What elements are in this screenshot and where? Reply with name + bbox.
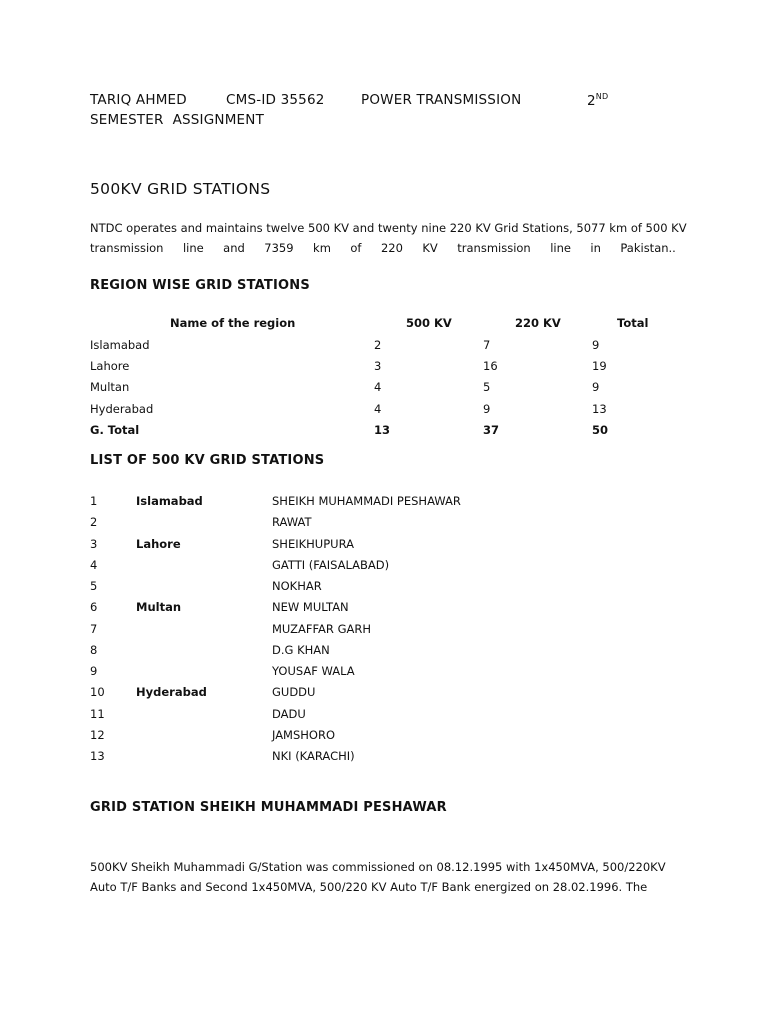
table-header-region: Name of the region: [170, 316, 296, 330]
list-item-station: JAMSHORO: [272, 728, 336, 742]
table-cell-500kv: 2: [374, 338, 382, 352]
table-total-220kv: 37: [483, 423, 500, 437]
paragraph-word: km: [313, 241, 331, 255]
table-cell-500kv: 4: [374, 402, 382, 416]
table-cell-500kv: 4: [374, 380, 382, 394]
intro-paragraph-line1: NTDC operates and maintains twelve 500 KV and twenty nine 220 KV Grid Stations, 5077 km of 500 KV: [90, 221, 687, 235]
list-item-station: SHEIKHUPURA: [272, 537, 354, 551]
list-item-number: 1: [90, 494, 98, 508]
list-item-station: GUDDU: [272, 685, 316, 699]
table-cell-total: 9: [592, 380, 600, 394]
list-item-station: GATTI (FAISALABAD): [272, 558, 390, 572]
paragraph-word: 220: [380, 241, 403, 255]
list-item-number: 12: [90, 728, 105, 742]
paragraph-word: of: [350, 241, 362, 255]
list-item-number: 9: [90, 664, 98, 678]
list-item-station: DADU: [272, 707, 306, 721]
table-cell-220kv: 5: [483, 380, 491, 394]
table-cell-total: 9: [592, 338, 600, 352]
author-name: TARIQ AHMED: [90, 92, 187, 108]
paragraph-word: Pakistan..: [620, 241, 676, 255]
list-item-region: Multan: [136, 600, 182, 614]
list-item-number: 10: [90, 685, 105, 699]
paragraph-word: transmission: [457, 241, 531, 255]
section-title-500kv: 500KV GRID STATIONS: [90, 180, 271, 198]
list-item-number: 3: [90, 537, 98, 551]
table-cell-region: Multan: [90, 380, 130, 394]
table-total-500kv: 13: [374, 423, 391, 437]
table-cell-220kv: 7: [483, 338, 491, 352]
paragraph-word: 7359: [264, 241, 294, 255]
section-title-peshawar: GRID STATION SHEIKH MUHAMMADI PESHAWAR: [90, 800, 447, 815]
list-item-station: NEW MULTAN: [272, 600, 349, 614]
list-item-number: 6: [90, 600, 98, 614]
intro-paragraph-line2: [90, 238, 676, 258]
list-item-station: MUZAFFAR GARH: [272, 622, 371, 636]
paragraph-word: transmission: [90, 241, 164, 255]
table-cell-region: Islamabad: [90, 338, 150, 352]
table-cell-region: Hyderabad: [90, 402, 154, 416]
list-item-number: 11: [90, 707, 105, 721]
list-item-station: NKI (KARACHI): [272, 749, 355, 763]
table-cell-total: 19: [592, 359, 607, 373]
assignment-label: SEMESTER ASSIGNMENT: [90, 112, 265, 128]
cms-id: CMS-ID 35562: [226, 92, 325, 108]
list-item-region: Hyderabad: [136, 685, 207, 699]
paragraph-word: and: [223, 241, 245, 255]
paragraph-word: line: [550, 241, 571, 255]
table-header-220kv: 220 KV: [515, 316, 561, 330]
list-item-station: D.G KHAN: [272, 643, 330, 657]
list-item-number: 7: [90, 622, 98, 636]
list-item-number: 2: [90, 515, 98, 529]
list-item-number: 8: [90, 643, 98, 657]
peshawar-paragraph-line2: Auto T/F Banks and Second 1x450MVA, 500/220 KV Auto T/F Bank energized on 28.02.1996. The: [90, 880, 648, 894]
semester-number: 2ND: [587, 92, 609, 109]
table-cell-220kv: 9: [483, 402, 491, 416]
list-item-station: YOUSAF WALA: [272, 664, 355, 678]
paragraph-word: in: [590, 241, 601, 255]
list-item-station: RAWAT: [272, 515, 312, 529]
table-cell-total: 13: [592, 402, 607, 416]
list-item-number: 4: [90, 558, 98, 572]
list-item-number: 13: [90, 749, 105, 763]
region-table-title: REGION WISE GRID STATIONS: [90, 278, 310, 293]
table-total-region: G. Total: [90, 423, 140, 437]
paragraph-word: KV: [422, 241, 438, 255]
list-item-station: NOKHAR: [272, 579, 322, 593]
course-name: POWER TRANSMISSION: [361, 92, 522, 108]
station-list-title: LIST OF 500 KV GRID STATIONS: [90, 453, 325, 468]
list-item-station: SHEIKH MUHAMMADI PESHAWAR: [272, 494, 461, 508]
table-cell-500kv: 3: [374, 359, 382, 373]
paragraph-word: line: [182, 241, 204, 255]
list-item-region: Lahore: [136, 537, 181, 551]
table-cell-region: Lahore: [90, 359, 130, 373]
table-cell-220kv: 16: [483, 359, 498, 373]
table-header-500kv: 500 KV: [406, 316, 452, 330]
table-total-total: 50: [592, 423, 609, 437]
table-header-total: Total: [617, 316, 649, 330]
peshawar-paragraph-line1: 500KV Sheikh Muhammadi G/Station was commissioned on 08.12.1995 with 1x450MVA, 500/220KV: [90, 860, 666, 874]
list-item-region: Islamabad: [136, 494, 203, 508]
list-item-number: 5: [90, 579, 98, 593]
